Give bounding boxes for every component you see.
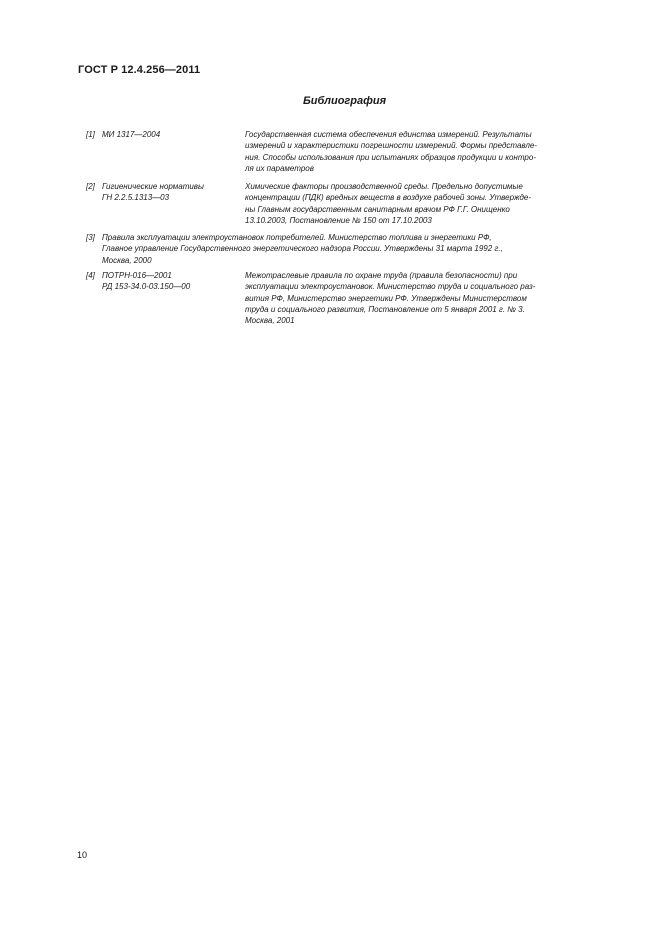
reference-description (245, 181, 606, 226)
description-line: Москва, 2000 (102, 255, 152, 265)
description-line: ны Главным государственным санитарным врачом РФ Г.Г. Онищенко (245, 204, 510, 214)
description-line: измерений и характеристики погрешности измерений. Формы представле- (245, 141, 537, 151)
description-line: Главное управление Государственного энергетического надзора России. Утверждены 31 марта 1992 г., (102, 244, 503, 254)
reference-number: [3] (86, 233, 95, 242)
reference-source (102, 181, 252, 204)
reference-item-1 (86, 129, 606, 174)
description-line: труда и социального развития, Постановление от 5 января 2001 г. № 3. (245, 304, 525, 314)
description-line: ля их параметров (245, 163, 314, 173)
bibliography-title: Библиография (302, 95, 387, 107)
description-line: ния. Способы использования при испытаниях образцов продукции и контро- (245, 152, 536, 162)
source-line: МИ 1317—2004 (102, 130, 161, 139)
reference-source (102, 270, 252, 293)
description-line: эксплуатации электроустановок. Министерство труда и социального раз- (245, 282, 536, 292)
reference-number: [2] (86, 182, 95, 191)
reference-item-3 (86, 232, 606, 266)
source-line: ГН 2.2.5.1313—03 (102, 193, 170, 203)
source-line: ПОТРН-016—2001 (102, 271, 172, 280)
reference-number: [4] (86, 271, 95, 280)
description-line: Правила эксплуатации электроустановок потребителей. Министерство топлива и энергетики РФ, (102, 233, 492, 242)
description-line: Государственная система обеспечения единства измерений. Результаты (245, 130, 532, 139)
reference-item-2 (86, 181, 606, 226)
description-line: 13.10.2003, Постановление № 150 от 17.10.2003 (245, 215, 432, 225)
reference-source (102, 129, 252, 140)
page-number: 10 (77, 850, 88, 860)
description-line: Межотраслевые правила по охране труда (правила безопасности) при (245, 271, 518, 280)
reference-number: [1] (86, 130, 95, 139)
source-line: РД 153-34.0-03.150—00 (102, 282, 191, 292)
reference-description (245, 129, 606, 174)
description-line: Москва, 2001 (245, 316, 295, 326)
reference-description (102, 232, 606, 266)
standard-code-header: ГОСТ Р 12.4.256—2011 (78, 64, 201, 76)
source-line: Гигиенические нормативы (102, 182, 204, 191)
reference-item-4 (86, 270, 606, 326)
description-line: концентрации (ПДК) вредных веществ в воздухе рабочей зоны. Утвержде- (245, 193, 532, 203)
description-line: вития РФ, Министерство энергетики РФ. Утверждены Министерством (245, 293, 527, 303)
reference-description (245, 270, 606, 326)
description-line: Химические факторы производственной среды. Предельно допустимые (245, 182, 523, 191)
